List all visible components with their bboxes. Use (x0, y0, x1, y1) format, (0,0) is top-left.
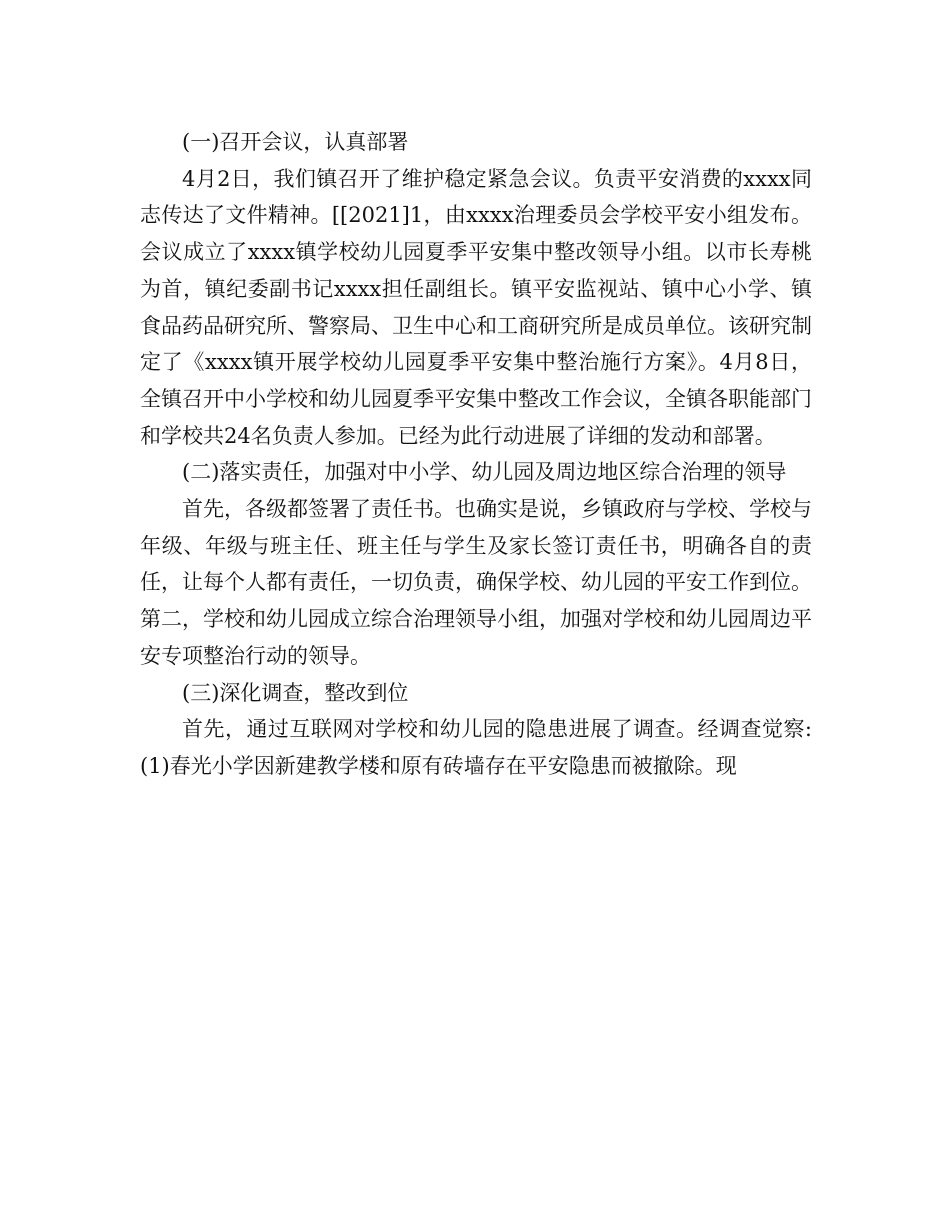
paragraph-responsibility: 首先，各级都签署了责任书。也确实是说，乡镇政府与学校、学校与年级、年级与班主任、班主任与学生及家长签订责任书，明确各自的责任，让每个人都有责任，一切负责，确保学校、幼儿园的平安工作到位。第二，学校和幼儿园成立综合治理领导小组，加强对学校和幼儿园周边平安专项整治行动的领导。 (140, 497, 812, 668)
section-heading-3: (三)深化调查，整改到位 (182, 680, 409, 705)
document-body (140, 124, 812, 785)
section-heading-2: (二)落实责任，加强对中小学、幼儿园及周边地区综合治理的领导 (182, 460, 787, 485)
paragraph-meeting-details: 4月2日，我们镇召开了维护稳定紧急会议。负责平安消费的xxxx同志传达了文件精神。[[2021]1，由xxxx治理委员会学校平安小组发布。会议成立了xxxx镇学校幼儿园夏季平安集中整改领导小组。以市长寿桃为首，镇纪委副书记xxxx担任副组长。镇平安监视站、镇中心小学、镇食品药品研究所、警察局、卫生中心和工商研究所是成员单位。该研究制定了《xxxx镇开展学校幼儿园夏季平安集中整治施行方案》。4月8日，全镇召开中小学校和幼儿园夏季平安集中整改工作会议，全镇各职能部门和学校共24名负责人参加。已经为此行动进展了详细的发动和部署。 (140, 166, 812, 448)
paragraph-investigation: 首先，通过互联网对学校和幼儿园的隐患进展了调查。经调查觉察:(1)春光小学因新建教学楼和原有砖墙存在平安隐患而被撤除。现 (140, 717, 812, 778)
section-heading-1: (一)召开会议，认真部署 (182, 130, 409, 154)
